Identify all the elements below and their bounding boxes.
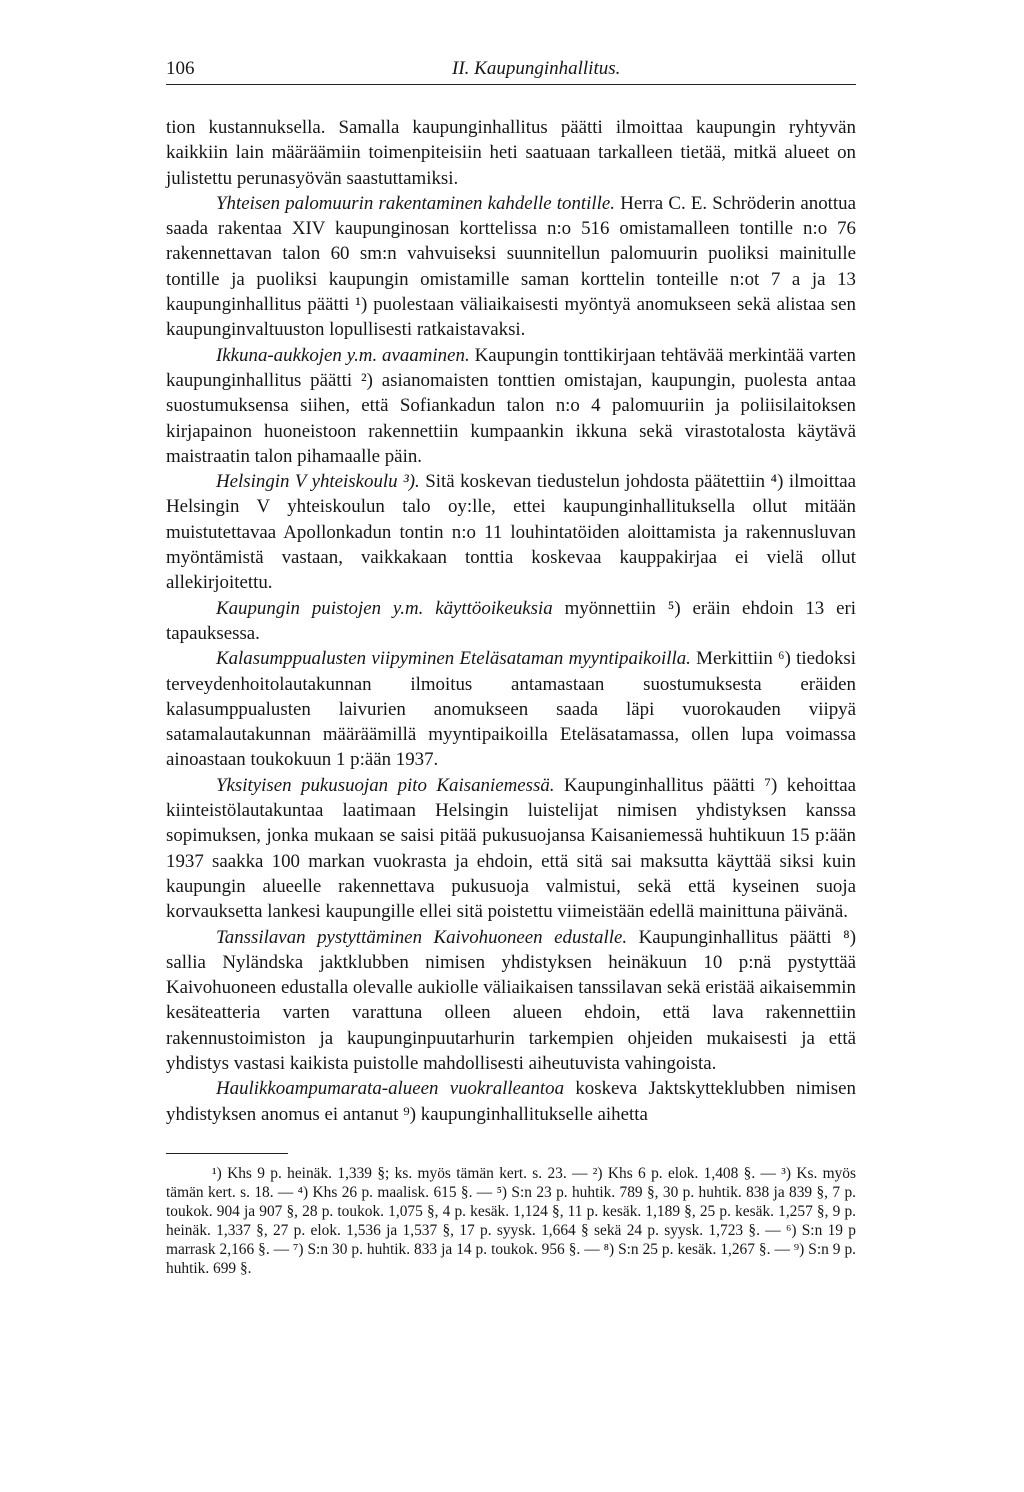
section-title: Helsingin V yhteiskoulu ³).	[216, 471, 420, 493]
paragraph	[166, 115, 856, 191]
running-title: II. Kaupunginhallitus.	[452, 58, 621, 79]
section-title: Kalasumppualusten viipyminen Eteläsataman myyntipaikoilla.	[216, 648, 691, 670]
paragraph	[166, 646, 856, 772]
paragraph	[166, 596, 856, 647]
section-title: Yksityisen pukusuojan pito Kaisaniemessä.	[216, 774, 555, 796]
paragraph-text: Sitä koskevan tiedustelun johdosta päätettiin ⁴) ilmoittaa Helsingin V yhteiskoulun talo oy:lle, ettei kaupunginhallituksella ollut mitään muistutettavaa Apollonkadun tontin n:o 11 louhintatöiden aloittamista ja rakennusluvan myöntämistä vastaan, vaikkakaan tonttia koskevaa kauppakirjaa ei vielä ollut allekirjoitettu.	[166, 471, 856, 594]
paragraph-text: tion kustannuksella. Samalla kaupunginhallitus päätti ilmoittaa kaupungin ryhtyvän kaikkiin lain määräämiin toimenpiteisiin heti saatuaan tarkalleen tietää, mitkä alueet on julistettu perunasyövän saastuttamiksi.	[166, 117, 856, 189]
paragraph-text: Merkittiin ⁶) tiedoksi terveydenhoitolautakunnan ilmoitus antamastaan suostumuksesta eräiden kalasumppualusten laivurien anomukseen saada läpi vuorokauden viipyä satamalautakunnan määräämillä myyntipaikoilla Eteläsatamassa, ollen lupa voimassa ainoastaan toukokuun 1 p:ään 1937.	[166, 648, 856, 771]
document-page	[166, 58, 856, 1278]
section-title: Yhteisen palomuurin rakentaminen kahdelle tontille.	[216, 192, 615, 214]
paragraph	[166, 773, 856, 925]
paragraph-text: Herra C. E. Schröderin anottua saada rakentaa XIV kaupunginosan korttelissa n:o 516 omistamalleen tontille n:o 76 rakennettavan talon 60 sm:n vahvuiseksi suunnitellun palomuurin puoliksi mainitulle tontille ja puoliksi kaupungin omistamille saman korttelin tonteille n:ot 7 a ja 13 kaupunginhallitus päätti ¹) puolestaan väliaikaisesti myöntyä anomukseen sekä alistaa sen kaupunginvaltuuston lopullisesti ratkaistavaksi.	[166, 192, 856, 341]
footnote-divider	[166, 1153, 288, 1154]
paragraph-text: Kaupunginhallitus päätti ⁷) kehoittaa kiinteistölautakuntaa laatimaan Helsingin luistelijat nimisen yhdistyksen kanssa sopimuksen, jonka mukaan se saisi pitää pukusuojansa Kaisaniemessä huhtikuun 15 p:ään 1937 saakka 100 markan vuokrasta ja ehdoin, että sitä sai maksutta käyttää siksi kuin kaupungin alueelle rakennettava pukusuoja valmistui, sekä että kyseinen suoja korvauksetta lankesi kaupungille ellei sitä poistettu viimeistään edellä mainittuna päivänä.	[166, 774, 856, 923]
page-number: 106	[166, 58, 195, 79]
section-title: Ikkuna-aukkojen y.m. avaaminen.	[216, 344, 470, 366]
footnotes	[166, 1164, 856, 1279]
page-header	[166, 58, 856, 85]
body-text	[166, 115, 856, 1127]
section-title: Haulikkoampumarata-alueen vuokralleantoa	[216, 1078, 565, 1100]
section-title: Kaupungin puistojen y.m. käyttöoikeuksia	[216, 597, 553, 619]
paragraph-text: Kaupungin tonttikirjaan tehtävää merkintää varten kaupunginhallitus päätti ²) asianomaisten tonttien omistajan, kaupungin, puolesta antaa suostumuksensa siihen, että Sofiankadun talon n:o 4 palomuuriin ja poliisilaitoksen kirjapainon huoneistoon rakennettiin kumpaankin ikkuna sekä virastotalosta käytävä maistraatin talon pihamaalle päin.	[166, 344, 856, 467]
paragraph	[166, 1076, 856, 1127]
paragraph-text: koskeva Jaktskytteklubben nimisen yhdistyksen anomus ei antanut ⁹) kaupunginhallitukselle aihetta	[166, 1078, 856, 1125]
paragraph	[166, 925, 856, 1077]
paragraph	[166, 343, 856, 469]
paragraph-text: Kaupunginhallitus päätti ⁸) sallia Nyländska jaktklubben nimisen yhdistyksen heinäkuun 10 p:nä pystyttää Kaivohuoneen edustalla olevalle aukiolle väliaikaisen tanssilavan sekä eristää aikaisemmin kesäteatteria varten varattuna olleen alueen ehdoin, että lava rakennettiin rakennustoimiston ja kaupunginpuutarhurin tarkempien ohjeiden mukaisesti ja että yhdistys vastasi kaikista puistolle mahdollisesti aiheutuvista vahingoista.	[166, 926, 856, 1074]
footnote-text: ¹) Khs 9 p. heinäk. 1,339 §; ks. myös tämän kert. s. 23. — ²) Khs 6 p. elok. 1,408 §. — ³) Ks. myös tämän kert. s. 18. — ⁴) Khs 26 p. maalisk. 615 §. — ⁵) S:n 23 p. huhtik. 789 §, 30 p. huhtik. 838 ja 839 §, 7 p. toukok. 904 ja 907 §, 28 p. toukok. 1,075 §, 4 p. kesäk. 1,124 §, 11 p. kesäk. 1,189 §, 25 p. kesäk. 1,257 §, 9 p. heinäk. 1,337 §, 27 p. elok. 1,536 ja 1,537 §, 17 p. syysk. 1,664 § sekä 24 p. syysk. 1,723 §. — ⁶) S:n 19 p marrask 2,166 §. — ⁷) S:n 30 p. huhtik. 833 ja 14 p. toukok. 956 §. — ⁸) S:n 25 p. kesäk. 1,267 §. — ⁹) S:n 9 p. huhtik. 699 §.	[166, 1164, 856, 1278]
section-title: Tanssilavan pystyttäminen Kaivohuoneen edustalle.	[216, 926, 628, 948]
paragraph	[166, 191, 856, 343]
paragraph	[166, 469, 856, 595]
paragraph-text: myönnettiin ⁵) eräin ehdoin 13 eri tapauksessa.	[166, 597, 856, 644]
